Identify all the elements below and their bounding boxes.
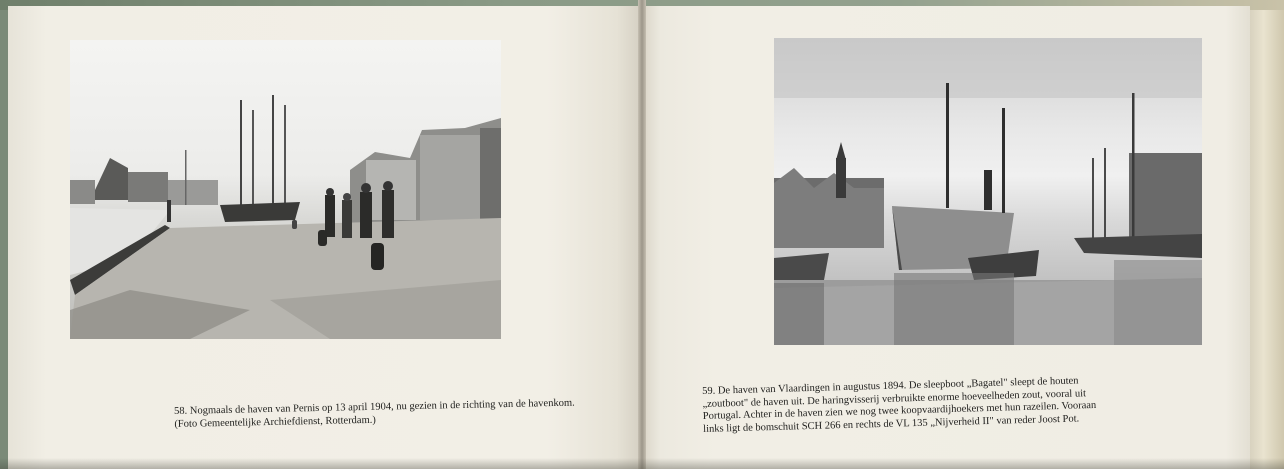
photo-vlaardingen-harbour [774,38,1202,345]
book-spine [638,0,646,469]
caption-58-text: 58. Nogmaals de haven van Pernis op 13 april 1904, nu gezien in de richting van de havenkom. (Foto Gemeentelijke Archiefdienst, Rotterdam.) [174,397,575,430]
caption-59-text: 59. De haven van Vlaardingen in augustus 1894. De sleepboot „Bagatel" sleept de houten „zoutboot" de haven uit. De haringvisserij verbruikte enorme hoeveelheden zout, vooral uit Portugal. Achter in de haven zien we nog twee koopvaardijhoekers met hun razeilen. Vooraan links ligt de bomschuit SCH 266 en rechts de VL 135 „Nijverheid II" van reder Joost Pot. [702,375,1097,435]
bottom-shadow [0,458,1284,469]
photo-pernis-harbour [70,40,501,339]
book-cover-edge [1250,10,1284,469]
